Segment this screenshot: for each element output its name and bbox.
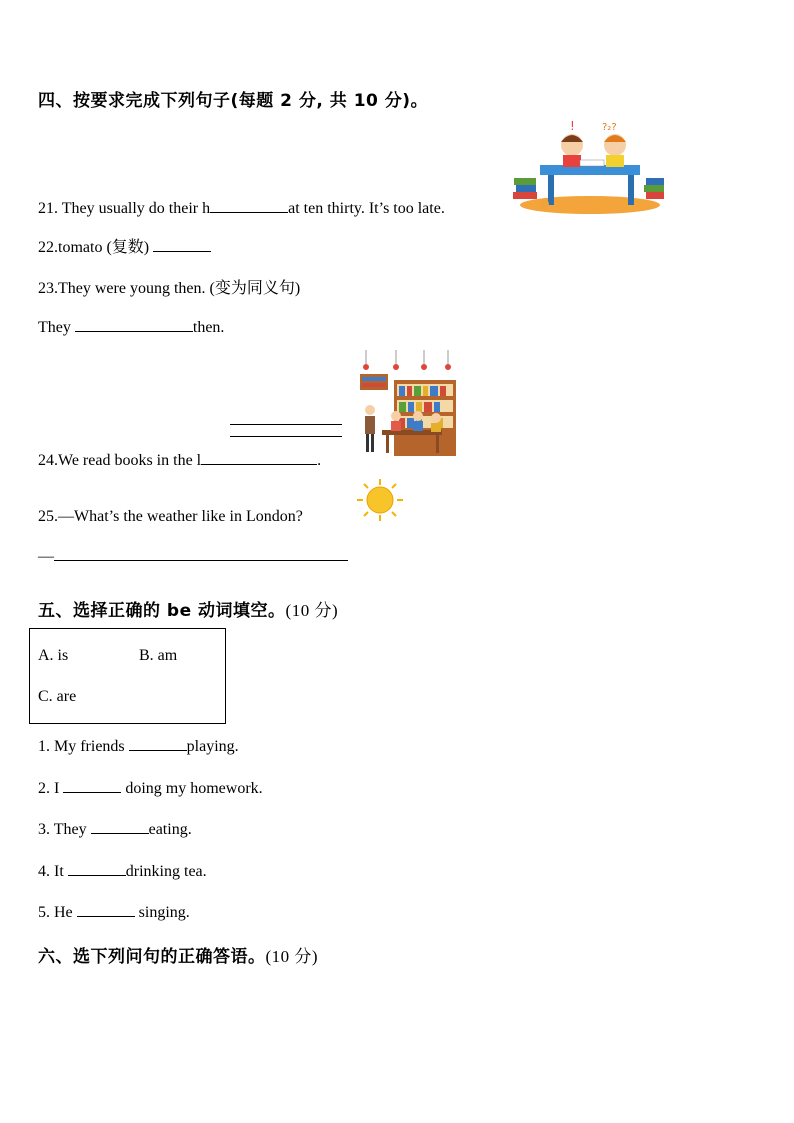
question-22: 22.tomato (复数) xyxy=(38,234,211,257)
question-24: 24.We read books in the l . xyxy=(38,452,322,469)
answer-blank[interactable] xyxy=(63,778,121,793)
options-box xyxy=(29,628,226,724)
writing-line xyxy=(230,424,342,425)
option-c: C. are xyxy=(38,688,77,705)
section-6-heading: 六、选下列问句的正确答语。(10 分) xyxy=(38,947,319,967)
fill-item-3: 3. They eating. xyxy=(38,821,192,838)
answer-blank[interactable] xyxy=(68,861,126,876)
svg-text:!: ! xyxy=(570,120,575,133)
question-23: 23.They were young then. (变为同义句) xyxy=(38,280,301,297)
fill-item-1: 1. My friends playing. xyxy=(38,738,239,755)
answer-blank[interactable] xyxy=(153,237,211,252)
answer-blank[interactable] xyxy=(75,317,193,332)
question-23-answer-line: They then. xyxy=(38,319,225,336)
sun-icon xyxy=(356,478,404,522)
writing-line xyxy=(230,436,342,437)
children-studying-illustration xyxy=(510,120,665,215)
answer-blank[interactable] xyxy=(54,546,348,561)
answer-blank[interactable] xyxy=(91,819,149,834)
section-4-heading: 四、按要求完成下列句子(每题 2 分, 共 10 分)。 xyxy=(38,91,429,111)
library-reading-illustration xyxy=(356,350,460,458)
option-a: A. is xyxy=(38,647,69,664)
svg-text:?₂?: ?₂? xyxy=(602,122,617,133)
fill-item-5: 5. He singing. xyxy=(38,904,190,921)
answer-blank[interactable] xyxy=(77,902,135,917)
section-5-heading: 五、选择正确的 be 动词填空。(10 分) xyxy=(38,601,339,621)
fill-item-2: 2. I doing my homework. xyxy=(38,780,263,797)
answer-blank[interactable] xyxy=(210,198,288,213)
answer-blank[interactable] xyxy=(129,736,187,751)
question-21: 21. They usually do their h at ten thirty. It’s too late. xyxy=(38,200,445,217)
option-b: B. am xyxy=(139,647,178,664)
answer-blank[interactable] xyxy=(201,450,317,465)
question-25: 25.—What’s the weather like in London? xyxy=(38,508,303,525)
fill-item-4: 4. It drinking tea. xyxy=(38,863,207,880)
question-25-answer-line: — xyxy=(38,546,348,566)
